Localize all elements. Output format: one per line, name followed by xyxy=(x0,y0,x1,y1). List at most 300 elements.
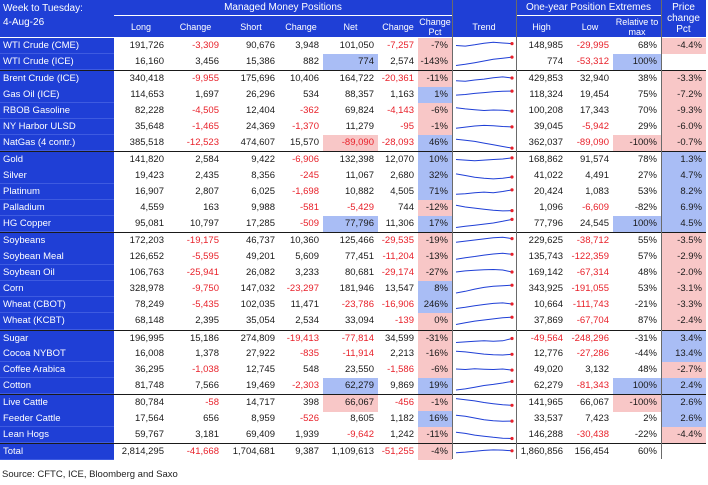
cell-price xyxy=(661,444,706,460)
cell-long: 126,652 xyxy=(129,250,164,262)
sparkline-path xyxy=(456,158,512,161)
commodity-name: Feeder Cattle xyxy=(0,411,114,427)
cell-ch1: -25,941 xyxy=(186,266,219,278)
cell-price: 2.6% xyxy=(661,395,706,411)
table-row xyxy=(0,281,706,297)
cell-long: 385,518 xyxy=(129,137,164,149)
cell-net: 181,946 xyxy=(339,283,374,294)
sparkline-path xyxy=(456,351,512,355)
cell-price: 2.6% xyxy=(661,411,706,427)
cell-net: 33,094 xyxy=(344,315,374,327)
cell-long: 16,907 xyxy=(134,185,164,197)
cell-high: 118,324 xyxy=(529,88,563,100)
cell-net: 11,067 xyxy=(345,169,374,181)
cell-long: 80,784 xyxy=(134,397,164,409)
cell-ch2: 398 xyxy=(303,397,319,409)
cell-ch2: 3,233 xyxy=(295,266,319,278)
cell-ch1: -5,595 xyxy=(192,250,219,262)
cell-rel: 55% xyxy=(637,235,657,247)
cell-pct: -19% xyxy=(418,233,452,249)
cell-ch2: 9,387 xyxy=(295,446,319,457)
cell-high: 62,279 xyxy=(533,380,563,392)
cell-pct: -11% xyxy=(418,427,452,443)
cell-ch3: 12,070 xyxy=(384,154,414,166)
commodity-name: Silver xyxy=(0,168,114,184)
cell-low: -5,942 xyxy=(582,121,609,132)
cell-ch3: -51,255 xyxy=(381,446,414,457)
cell-ch2: -362 xyxy=(299,104,319,116)
cell-pct: -31% xyxy=(418,331,452,347)
cell-net: 77,796 xyxy=(323,216,378,232)
cell-ch2: 15,570 xyxy=(289,137,319,149)
cell-ch3: -29,174 xyxy=(381,266,414,278)
cell-long: 196,995 xyxy=(129,332,164,344)
trend-sparkline xyxy=(452,249,516,265)
column-divider xyxy=(661,0,662,459)
sparkline-last-point xyxy=(510,237,513,240)
commodity-name: Coffee Arabica xyxy=(0,362,114,378)
sparkline-last-point xyxy=(510,419,513,422)
cell-ch2: -23,297 xyxy=(286,283,319,294)
cell-ch3: -7,257 xyxy=(387,40,414,51)
cell-pct: -143% xyxy=(418,54,452,70)
cell-ch1: -1,038 xyxy=(192,364,219,375)
cell-short: 12,404 xyxy=(245,104,275,116)
commodity-name: Cocoa NYBOT xyxy=(0,346,114,362)
table-header xyxy=(0,0,706,37)
cell-ch2: -19,413 xyxy=(286,332,319,344)
cell-rel: -31% xyxy=(634,332,657,344)
cell-short: 69,409 xyxy=(245,428,275,440)
cell-pct: 0% xyxy=(418,313,452,329)
cell-high: 10,664 xyxy=(533,299,563,311)
table-row xyxy=(0,168,706,184)
cell-high: 343,925 xyxy=(528,283,563,294)
sparkline-path xyxy=(456,107,512,110)
sparkline-path xyxy=(456,205,512,211)
cell-ch3: -139 xyxy=(394,315,414,327)
cell-short: 9,988 xyxy=(251,202,275,213)
cell-ch1: 163 xyxy=(203,202,219,213)
cell-ch3: 13,547 xyxy=(384,283,414,294)
cell-rel: 38% xyxy=(637,73,657,85)
cell-short: 26,082 xyxy=(245,266,275,278)
commodity-name: RBOB Gasoline xyxy=(0,103,114,119)
cell-net: 101,050 xyxy=(339,40,374,51)
cell-rel: 2% xyxy=(643,412,657,424)
trend-sparkline xyxy=(452,233,516,249)
cell-rel: 60% xyxy=(637,446,657,457)
cell-long: 328,978 xyxy=(129,283,164,294)
trend-sparkline xyxy=(452,200,516,216)
cell-short: 46,737 xyxy=(245,235,275,247)
cell-ch3: 11,306 xyxy=(385,218,414,230)
col-change-net: Change xyxy=(378,16,418,37)
col-short: Short xyxy=(223,16,279,37)
table-row xyxy=(0,249,706,265)
cell-price: -7.2% xyxy=(661,87,706,103)
source-note: Source: CFTC, ICE, Bloomberg and Saxo xyxy=(2,469,178,480)
cell-high: 41,022 xyxy=(533,169,563,181)
cell-ch2: 548 xyxy=(303,364,319,375)
cell-short: 14,717 xyxy=(245,397,275,409)
cell-low: 19,454 xyxy=(579,88,609,100)
cell-price: 6.9% xyxy=(661,200,706,216)
cell-ch3: 2,680 xyxy=(390,169,414,181)
cell-rel: 87% xyxy=(637,315,657,327)
cell-rel: 68% xyxy=(637,40,657,51)
cell-ch3: 1,182 xyxy=(390,412,414,424)
cell-short: 6,025 xyxy=(251,185,275,197)
table-row xyxy=(0,135,706,151)
cell-low: 1,083 xyxy=(585,185,609,197)
cell-rel: -22% xyxy=(634,428,657,440)
cell-long: 141,820 xyxy=(129,154,164,166)
commodity-name: Total xyxy=(0,444,114,460)
column-divider xyxy=(452,0,453,459)
commodity-name: Soybean Oil xyxy=(0,265,114,281)
cell-pct: -1% xyxy=(418,395,452,411)
sparkline-last-point xyxy=(510,157,513,160)
cell-ch3: -456 xyxy=(394,397,414,409)
cell-low: 17,343 xyxy=(579,104,609,116)
cell-low: 24,545 xyxy=(579,218,609,230)
trend-sparkline xyxy=(452,395,516,411)
cell-ch2: 534 xyxy=(303,88,319,100)
cell-high: 168,862 xyxy=(528,154,563,166)
col-change-pct: Change Pct xyxy=(419,16,451,37)
cell-ch1: -58 xyxy=(205,397,219,409)
table-row xyxy=(0,232,706,249)
commodity-name: WTI Crude (CME) xyxy=(0,38,114,54)
trend-sparkline xyxy=(452,346,516,362)
commodity-name: Wheat (CBOT) xyxy=(0,297,114,313)
sparkline-path xyxy=(456,42,512,46)
managed-money-title: Managed Money Positions xyxy=(114,0,452,16)
cell-ch1: -5,435 xyxy=(192,299,219,311)
commodity-name: Gas Oil (ICE) xyxy=(0,87,114,103)
cell-low: -191,055 xyxy=(571,283,609,294)
cell-price: -6.0% xyxy=(661,119,706,135)
sparkline-last-point xyxy=(510,109,513,112)
cell-ch2: 10,360 xyxy=(289,235,319,247)
cell-high: 229,625 xyxy=(528,235,563,247)
cell-ch3: 4,505 xyxy=(390,185,414,197)
trend-sparkline xyxy=(452,152,516,168)
cell-high: 141,965 xyxy=(528,397,563,409)
table-row xyxy=(0,394,706,411)
sparkline-last-point xyxy=(510,336,513,339)
cell-short: 8,356 xyxy=(251,169,275,181)
cell-ch3: -28,093 xyxy=(381,137,414,149)
cell-low: -29,995 xyxy=(576,40,609,51)
sparkline-last-point xyxy=(510,188,513,191)
commodity-name: Palladium xyxy=(0,200,114,216)
cell-pct: -12% xyxy=(418,200,452,216)
cell-high: -49,564 xyxy=(530,332,563,344)
cell-pct: -11% xyxy=(418,71,452,87)
cell-low: -30,438 xyxy=(576,428,609,440)
cell-high: 20,424 xyxy=(533,185,563,197)
cell-ch3: -4,143 xyxy=(387,104,414,116)
table-row xyxy=(0,362,706,378)
cell-pct: 32% xyxy=(418,168,452,184)
cell-pct: -6% xyxy=(418,103,452,119)
cell-ch3: 1,242 xyxy=(390,428,414,440)
cell-ch2: 1,939 xyxy=(295,428,319,440)
cell-ch2: 11,471 xyxy=(290,299,319,311)
sparkline-path xyxy=(456,269,512,272)
commodity-name: HG Copper xyxy=(0,216,114,232)
cell-short: 474,607 xyxy=(240,137,275,149)
cell-long: 172,203 xyxy=(129,235,164,247)
cell-high: 774 xyxy=(547,56,563,68)
cell-ch2: 882 xyxy=(303,56,319,68)
column-divider xyxy=(516,0,517,459)
cell-rel: 57% xyxy=(637,250,657,262)
commodity-name: NY Harbor ULSD xyxy=(0,119,114,135)
col-high: High xyxy=(516,16,567,37)
cell-rel: -44% xyxy=(634,347,657,359)
cell-long: 191,726 xyxy=(129,40,164,51)
cell-ch1: -1,465 xyxy=(192,121,219,132)
cell-net: 10,882 xyxy=(344,185,374,197)
cell-ch3: 744 xyxy=(398,202,414,213)
sparkline-last-point xyxy=(510,303,513,306)
cell-net: 62,279 xyxy=(323,378,378,394)
cell-pct: 8% xyxy=(418,281,452,297)
cell-price: -2.7% xyxy=(661,362,706,378)
cell-long: 82,228 xyxy=(134,104,164,116)
cell-short: 26,296 xyxy=(245,88,275,100)
cell-low: -53,312 xyxy=(576,56,609,68)
trend-sparkline xyxy=(452,411,516,427)
commodity-name: Platinum xyxy=(0,184,114,200)
sparkline-last-point xyxy=(510,42,513,45)
col-net: Net xyxy=(323,16,378,37)
cell-net: 132,398 xyxy=(339,154,374,166)
commodity-name: Cotton xyxy=(0,378,114,394)
cell-ch2: -835 xyxy=(299,347,319,359)
sparkline-last-point xyxy=(510,56,513,59)
cell-long: 2,814,295 xyxy=(121,446,164,457)
cell-high: 362,037 xyxy=(528,137,563,149)
cell-low: -38,712 xyxy=(576,235,609,247)
cell-ch2: -2,303 xyxy=(292,380,319,392)
trend-sparkline xyxy=(452,427,516,443)
cell-rel: -100% xyxy=(613,135,661,151)
sparkline-last-point xyxy=(510,175,513,178)
sparkline-last-point xyxy=(510,437,513,440)
cell-ch3: -29,535 xyxy=(381,235,414,247)
commodity-name: Corn xyxy=(0,281,114,297)
cell-short: 35,054 xyxy=(245,315,275,327)
sparkline-last-point xyxy=(510,449,513,452)
cell-high: 12,776 xyxy=(533,347,563,359)
cell-ch3: 1,163 xyxy=(390,88,414,100)
cell-pct: 1% xyxy=(418,87,452,103)
cell-ch3: -11,204 xyxy=(382,250,414,262)
table-row xyxy=(0,70,706,87)
trend-sparkline xyxy=(452,184,516,200)
cell-ch3: 34,599 xyxy=(384,332,414,344)
cell-pct: -27% xyxy=(418,265,452,281)
cell-low: -248,296 xyxy=(571,332,609,344)
cell-price: 13.4% xyxy=(661,346,706,362)
cell-price: -3.1% xyxy=(661,281,706,297)
cell-high: 100,208 xyxy=(528,104,563,116)
cell-short: 12,745 xyxy=(245,364,275,375)
cell-ch2: -509 xyxy=(299,218,319,230)
table-row xyxy=(0,38,706,54)
cell-short: 1,704,681 xyxy=(232,446,275,457)
cell-short: 24,369 xyxy=(245,121,275,132)
trend-sparkline xyxy=(452,87,516,103)
sparkline-last-point xyxy=(510,352,513,355)
cell-ch2: 2,534 xyxy=(295,315,319,327)
cell-short: 15,386 xyxy=(245,56,275,68)
cell-low: -81,343 xyxy=(576,380,609,392)
cell-short: 102,035 xyxy=(240,299,275,311)
cell-pct: -16% xyxy=(418,346,452,362)
cell-long: 81,748 xyxy=(134,380,164,392)
cell-low: 156,454 xyxy=(574,446,609,457)
cell-high: 135,743 xyxy=(528,250,563,262)
commodity-name: Soybean Meal xyxy=(0,249,114,265)
cell-price: -2.0% xyxy=(661,265,706,281)
cell-ch2: -526 xyxy=(299,412,319,424)
cell-ch1: 3,181 xyxy=(195,428,219,440)
cell-net: 125,466 xyxy=(339,235,374,247)
cell-low: -89,090 xyxy=(576,137,609,149)
cell-price: 4.5% xyxy=(661,216,706,232)
sparkline-last-point xyxy=(510,89,513,92)
cell-ch3: -95 xyxy=(400,121,414,132)
cell-pct: -1% xyxy=(418,119,452,135)
week-label: Week to Tuesday: xyxy=(3,3,83,14)
trend-sparkline xyxy=(452,54,516,70)
cell-ch1: -9,750 xyxy=(192,283,219,294)
cell-rel: 53% xyxy=(637,283,657,294)
sparkline-path xyxy=(456,432,512,438)
sparkline-last-point xyxy=(510,209,513,212)
col-relative: Relative to max xyxy=(613,16,661,37)
sparkline-path xyxy=(456,382,512,391)
commodity-name: Gold xyxy=(0,152,114,168)
sparkline-last-point xyxy=(510,284,513,287)
cell-rel: 27% xyxy=(637,169,657,181)
cell-pct: 246% xyxy=(418,297,452,313)
cell-price: 4.7% xyxy=(661,168,706,184)
sparkline-path xyxy=(456,173,512,178)
cell-ch3: 9,869 xyxy=(390,380,414,392)
cell-net: -9,642 xyxy=(347,428,374,440)
trend-sparkline xyxy=(452,331,516,347)
cell-long: 59,767 xyxy=(134,428,164,440)
cell-price: -9.3% xyxy=(661,103,706,119)
cell-rel: 100% xyxy=(613,54,661,70)
cell-long: 19,423 xyxy=(134,169,164,181)
cell-high: 146,288 xyxy=(528,428,563,440)
cell-high: 49,020 xyxy=(533,364,563,375)
sparkline-path xyxy=(456,91,512,95)
table-row xyxy=(0,346,706,362)
table-row xyxy=(0,313,706,329)
sparkline-path xyxy=(456,369,512,370)
sparkline-last-point xyxy=(510,252,513,255)
sparkline-path xyxy=(456,125,512,128)
cell-short: 27,922 xyxy=(245,347,275,359)
cell-ch1: 7,566 xyxy=(195,380,219,392)
table-row xyxy=(0,54,706,70)
cell-rel: 70% xyxy=(637,104,657,116)
cell-ch1: -4,505 xyxy=(192,104,219,116)
cell-net: 77,451 xyxy=(344,250,374,262)
cell-pct: -13% xyxy=(418,249,452,265)
cell-low: -67,314 xyxy=(576,266,609,278)
sparkline-last-point xyxy=(510,380,513,383)
cell-low: -122,359 xyxy=(571,250,609,262)
cell-pct: 10% xyxy=(418,152,452,168)
cell-price: 8.2% xyxy=(661,184,706,200)
cell-short: 19,469 xyxy=(245,380,275,392)
cell-net: 11,279 xyxy=(345,121,374,132)
cell-ch1: 15,186 xyxy=(189,332,219,344)
cell-short: 147,032 xyxy=(240,283,275,294)
cell-long: 106,763 xyxy=(129,266,164,278)
sparkline-path xyxy=(456,190,512,194)
cell-price: -3.3% xyxy=(661,71,706,87)
cell-short: 17,285 xyxy=(245,218,275,230)
cell-net: 8,605 xyxy=(350,412,374,424)
cell-high: 33,537 xyxy=(533,412,563,424)
cell-low: 32,940 xyxy=(579,73,609,85)
cell-net: -77,814 xyxy=(341,332,374,344)
cell-short: 49,201 xyxy=(245,250,275,262)
sparkline-path xyxy=(456,77,512,81)
sparkline-last-point xyxy=(510,270,513,273)
cell-ch1: -41,668 xyxy=(186,446,219,457)
sparkline-path xyxy=(456,415,512,421)
cell-pct: 46% xyxy=(418,135,452,151)
cell-high: 39,045 xyxy=(533,121,563,132)
cell-rel: -21% xyxy=(634,299,657,311)
sparkline-path xyxy=(456,220,512,228)
trend-sparkline xyxy=(452,313,516,329)
cell-net: -23,786 xyxy=(341,299,374,311)
cell-ch1: 2,584 xyxy=(195,154,219,166)
cell-net: -5,429 xyxy=(347,202,374,213)
cell-price: 3.4% xyxy=(661,331,706,347)
cell-high: 77,796 xyxy=(533,218,563,230)
sparkline-path xyxy=(456,253,512,259)
trend-sparkline xyxy=(452,119,516,135)
cell-low: 7,423 xyxy=(585,412,609,424)
cell-price: 2.4% xyxy=(661,378,706,394)
commodity-name: Lean Hogs xyxy=(0,427,114,443)
col-trend: Trend xyxy=(452,16,516,37)
cell-net: 774 xyxy=(323,54,378,70)
cell-rel: 53% xyxy=(637,185,657,197)
table-row xyxy=(0,330,706,347)
cell-net: -89,090 xyxy=(323,135,378,151)
cell-price: -4.4% xyxy=(661,427,706,443)
cell-low: 3,132 xyxy=(585,364,609,375)
table-row xyxy=(0,297,706,313)
cell-long: 17,564 xyxy=(134,412,164,424)
col-change-long: Change xyxy=(168,16,223,37)
cell-net: 80,681 xyxy=(344,266,374,278)
